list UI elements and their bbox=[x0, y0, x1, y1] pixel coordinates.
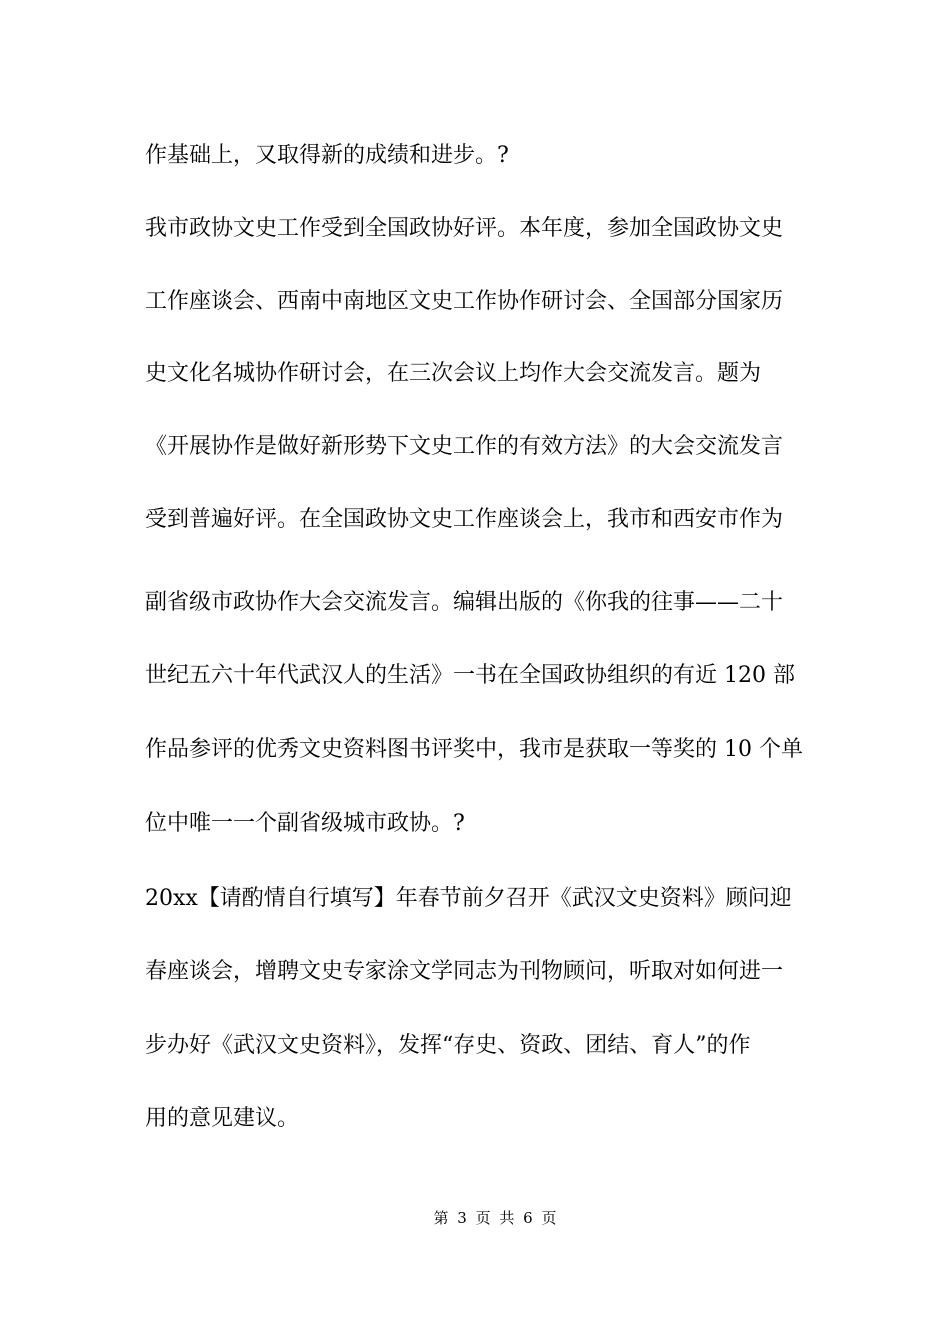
text-line: 受到普遍好评。在全国政协文史工作座谈会上，我市和西安市作为 bbox=[145, 507, 784, 532]
text-line: 《开展协作是做好新形势下文史工作的有效方法》的大会交流发言 bbox=[145, 434, 784, 459]
text-line: 副省级市政协作大会交流发言。编辑出版的《你我的往事——二十 bbox=[145, 590, 784, 615]
text-line: 作基础上，又取得新的成绩和进步。? bbox=[145, 143, 509, 168]
text-line: 史文化名城协作研讨会，在三次会议上均作大会交流发言。题为 bbox=[145, 361, 762, 386]
text-line: 春座谈会，增聘文史专家涂文学同志为刊物顾问，听取对如何进一 bbox=[145, 959, 784, 984]
text-line: 我市政协文史工作受到全国政协好评。本年度，参加全国政协文史 bbox=[145, 216, 784, 241]
page-number-footer: 第 3 页 共 6 页 bbox=[433, 1209, 557, 1227]
text-line: 工作座谈会、西南中南地区文史工作协作研讨会、全国部分国家历 bbox=[145, 289, 784, 314]
text-line: 世纪五六十年代武汉人的生活》一书在全国政协组织的有近 120 部 bbox=[145, 663, 795, 688]
text-line: 用的意见建议。 bbox=[145, 1106, 300, 1131]
text-line: 步办好《武汉文史资料》，发挥“存史、资政、团结、育人”的作 bbox=[145, 1033, 751, 1058]
text-line: 位中唯一一个副省级城市政协。? bbox=[145, 811, 465, 836]
text-line: 作品参评的优秀文史资料图书评奖中，我市是获取一等奖的 10 个单 bbox=[145, 737, 803, 762]
text-line: 20xx【请酌情自行填写】年春节前夕召开《武汉文史资料》顾问迎 bbox=[145, 886, 792, 911]
